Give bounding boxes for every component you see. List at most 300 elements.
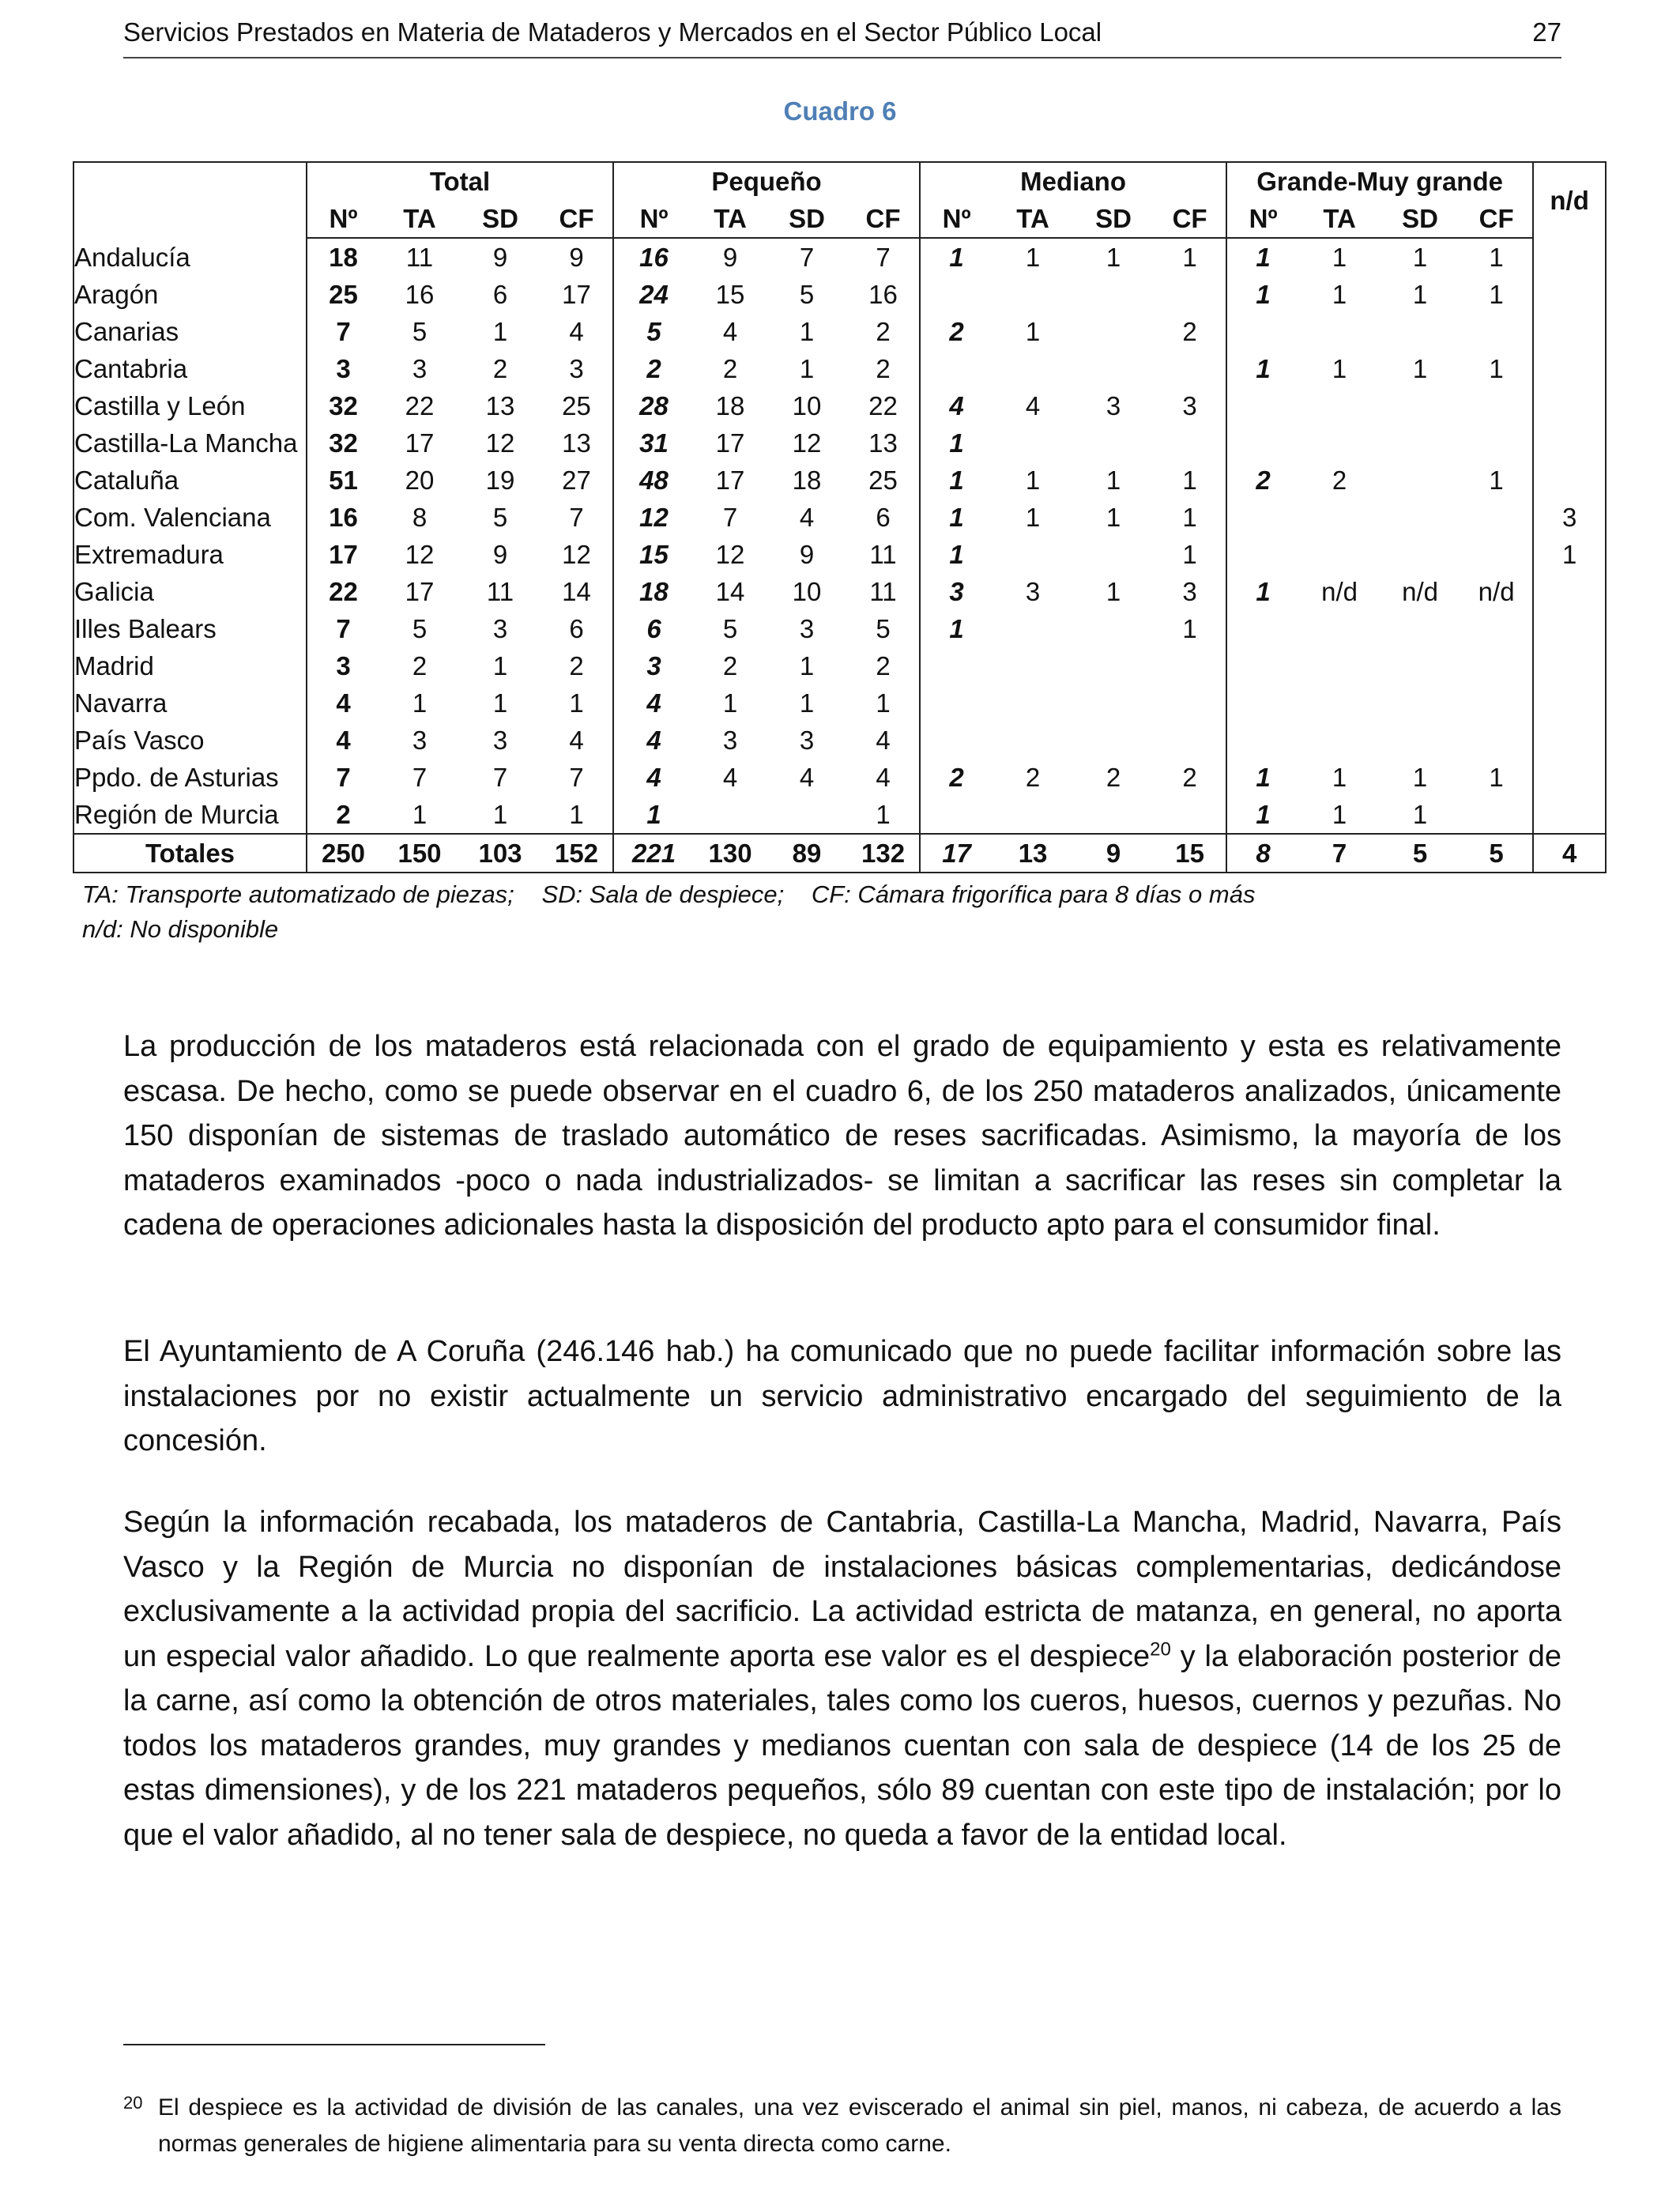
table-cell: 3 (307, 647, 379, 684)
table-cell (1460, 387, 1533, 424)
table-cell: 12 (715, 540, 745, 569)
table-cell: 15 (715, 280, 745, 309)
table-cell (1460, 424, 1533, 462)
group-header-pequeno: Pequeño (613, 162, 920, 200)
table-cell (1533, 647, 1606, 684)
table-cell (1154, 796, 1226, 834)
table-cell: 1 (920, 536, 993, 573)
table-cell: 9 (492, 540, 508, 569)
table-cell (1533, 238, 1606, 276)
table-cell: 9 (799, 540, 815, 569)
table-cell (993, 722, 1073, 759)
table-cell (1380, 647, 1460, 684)
table-cell: 7 (799, 243, 815, 272)
table-cell (920, 647, 993, 684)
region-label: Madrid (73, 647, 307, 684)
region-label: Castilla y León (73, 387, 307, 424)
table-row (73, 573, 1606, 610)
table-cell (1299, 424, 1380, 462)
table-cell: 3 (799, 614, 815, 643)
note-sd: SD: Sala de despiece; (541, 880, 785, 908)
subheader-cell: SD (1073, 200, 1154, 238)
table-cell: 16 (613, 238, 694, 276)
table-cell: 28 (613, 387, 694, 424)
table-cell: 3 (412, 354, 428, 383)
table-cell: 4 (722, 763, 738, 792)
page-number: 27 (1532, 17, 1561, 47)
table-cell: 1 (1226, 276, 1299, 313)
table-cell: 11 (486, 577, 514, 606)
table-cell (1533, 796, 1606, 834)
table-cell (1380, 722, 1460, 759)
table-cell: 2 (876, 354, 891, 383)
subheader-cell: CF (1154, 200, 1226, 238)
table-cell: 1 (492, 800, 508, 829)
group-header-total: Total (307, 162, 613, 200)
footnote (123, 2090, 1561, 2162)
table-cell: 1 (920, 610, 993, 647)
table-cell: 9 (492, 243, 508, 272)
table-cell: 3 (307, 350, 379, 387)
region-label: Región de Murcia (73, 796, 307, 834)
subheader-cell: CF (847, 200, 920, 238)
table-cell (1533, 462, 1606, 499)
table-cell: 6 (569, 614, 584, 643)
table-cell (1299, 313, 1380, 350)
table-cell (1380, 536, 1460, 573)
table-cell: 4 (1025, 391, 1041, 420)
table-cell (920, 684, 993, 722)
table-row (73, 238, 1606, 276)
table-cell: 1 (1489, 280, 1504, 309)
table-cell: 1 (1106, 577, 1121, 606)
table-body (73, 238, 1606, 873)
table-cell (1533, 276, 1606, 313)
table-cell: 11 (405, 243, 434, 272)
paragraph-3 (123, 1500, 1561, 1857)
table-cell: 17 (715, 428, 745, 458)
table-cell (1073, 313, 1154, 350)
table-cell: 25 (868, 466, 898, 495)
note-nd: n/d: No disponible (82, 915, 279, 943)
table-cell: 18 (307, 238, 379, 276)
table-cell: 24 (613, 276, 694, 313)
table-cell: 1 (1106, 466, 1121, 495)
region-label: Cataluña (73, 462, 307, 499)
table-cell (993, 424, 1073, 462)
table-cell: 18 (792, 466, 822, 495)
table-cell: 1 (1106, 243, 1121, 272)
table-cell: 1 (1332, 280, 1347, 309)
table-cell: 48 (613, 462, 694, 499)
table-cell (993, 647, 1073, 684)
table-cell: 7 (1299, 834, 1380, 873)
table-cell: 1 (1226, 573, 1299, 610)
table-cell: 10 (792, 391, 822, 420)
table-cell: 5 (1380, 834, 1460, 873)
table-cell: 2 (920, 313, 993, 350)
table-cell (1533, 387, 1606, 424)
table-cell: 8 (412, 503, 428, 532)
table-cell: 4 (799, 503, 815, 532)
table-cell: 3 (722, 726, 738, 755)
table-cell: 1 (876, 800, 891, 829)
table-cell: 17 (715, 466, 745, 495)
table-cell: 12 (562, 540, 591, 569)
table-cell (1226, 536, 1299, 573)
table-cell: 1 (492, 688, 508, 718)
table-cell: 2 (492, 354, 508, 383)
subheader-cell: SD (460, 200, 541, 238)
subheader-cell: CF (541, 200, 613, 238)
table-cell: 12 (485, 428, 515, 458)
table-cell: 4 (613, 684, 694, 722)
table-cell: 2 (920, 759, 993, 796)
table-cell: 1 (1489, 354, 1504, 383)
table-cell: 17 (405, 577, 435, 606)
table-cell (1154, 722, 1226, 759)
table-cell (1073, 684, 1154, 722)
table-cell: 1 (920, 424, 993, 462)
table-cell (1533, 573, 1606, 610)
table-cell: 27 (562, 466, 591, 495)
table-cell: 4 (876, 726, 891, 755)
subheader-cell: SD (1380, 200, 1460, 238)
table-cell (993, 684, 1073, 722)
table-cell (920, 350, 993, 387)
table-cell (1533, 350, 1606, 387)
table-cell (920, 722, 993, 759)
table-cell: 9 (569, 243, 584, 272)
table-cell (1073, 647, 1154, 684)
table-cell: 1 (1489, 243, 1504, 272)
group-header-grande: Grande-Muy grande (1226, 162, 1533, 200)
table-cell: 18 (715, 391, 745, 420)
table-cell (1460, 610, 1533, 647)
table-cell: 4 (920, 387, 993, 424)
table-cell (767, 796, 847, 834)
table-row (73, 424, 1606, 462)
subheader-cell: Nº (307, 200, 379, 238)
table-cell: 13 (562, 428, 591, 458)
table-cell: 1 (1332, 354, 1347, 383)
table-cell: 3 (920, 573, 993, 610)
table-cell: 1 (492, 651, 508, 680)
table-cell: 16 (405, 280, 435, 309)
table-cell: 17 (405, 428, 435, 458)
table-cell: 2 (1226, 462, 1299, 499)
table-cell (1226, 424, 1299, 462)
table-cell: 1 (569, 688, 584, 718)
table-cell: 250 (307, 834, 379, 873)
subheader-cell: Nº (613, 200, 694, 238)
table-cell: 16 (868, 280, 898, 309)
table-cell: 5 (1460, 834, 1533, 873)
table-cell: 1 (799, 354, 815, 383)
subheader-cell: Nº (1226, 200, 1299, 238)
table-cell (1226, 610, 1299, 647)
table-cell: 2 (307, 796, 379, 834)
subheader-cell: CF (1460, 200, 1533, 238)
table-cell: 1 (1533, 536, 1606, 573)
table-cell (993, 536, 1073, 573)
table-cell (1073, 722, 1154, 759)
table-cell: 15 (613, 536, 694, 573)
table-row (73, 796, 1606, 834)
table-cell (1380, 387, 1460, 424)
table-cell: 1 (613, 796, 694, 834)
table-cell: 132 (847, 834, 920, 873)
table-cell: 25 (307, 276, 379, 313)
table-cell: 1 (1226, 350, 1299, 387)
table-cell (1460, 796, 1533, 834)
table-cell: 12 (613, 499, 694, 536)
table-cell: 14 (715, 577, 745, 606)
table-cell: 1 (1489, 466, 1504, 495)
table-cell: 13 (485, 391, 515, 420)
table-cell: 5 (876, 614, 891, 643)
table-row (73, 610, 1606, 647)
table-cell: 1 (920, 499, 993, 536)
table-cell: 22 (405, 391, 435, 420)
table-cell: 2 (1025, 763, 1041, 792)
subheader-cell: TA (379, 200, 460, 238)
table-cell (1380, 684, 1460, 722)
table-cell: 51 (307, 462, 379, 499)
table-cell: 1 (412, 688, 428, 718)
table-cell (1226, 387, 1299, 424)
totals-label: Totales (73, 834, 307, 873)
table-cell: 150 (379, 834, 460, 873)
table-row (73, 387, 1606, 424)
table-cell: 1 (920, 238, 993, 276)
table-cell: 7 (412, 763, 428, 792)
table-cell: 5 (613, 313, 694, 350)
paragraph-3-part-a: Según la información recabada, los mataderos de Cantabria, Castilla-La Mancha, Madrid, Navarra, País Vasco y la Región de Murcia no disponían de instalaciones básicas complementarias, dedicándose exclusivamente a la actividad propia del sacrificio. La actividad estricta de matanza, en general, no aporta un especial valor añadido. Lo que realmente aporta ese valor es el despiece (123, 1506, 1561, 1673)
table-cell: 1 (799, 317, 815, 346)
table-cell (993, 276, 1073, 313)
table-cell: 17 (307, 536, 379, 573)
table-cell: 11 (869, 577, 897, 606)
table-cell: 16 (307, 499, 379, 536)
table-cell: 2 (722, 354, 738, 383)
table-cell: 1 (1412, 354, 1428, 383)
table-cell: 18 (613, 573, 694, 610)
table-cell: 7 (569, 503, 584, 532)
table-row (73, 499, 1606, 536)
table-cell: 1 (876, 688, 891, 718)
table-cell: 1 (799, 688, 815, 718)
table-caption: Cuadro 6 (783, 96, 897, 126)
table-cell (1380, 499, 1460, 536)
table-cell: 17 (562, 280, 591, 309)
table-cell (1154, 350, 1226, 387)
table-cell: 1 (1025, 466, 1041, 495)
table-cell (1533, 610, 1606, 647)
table-cell: 9 (722, 243, 738, 272)
table-cell (1299, 647, 1380, 684)
table-cell: 6 (876, 503, 891, 532)
table-cell (1460, 313, 1533, 350)
table-cell: 3 (569, 354, 584, 383)
region-label: Andalucía (73, 238, 307, 276)
table-cell: 221 (613, 834, 694, 873)
table-cell: 2 (1182, 763, 1197, 792)
subheader-cell: Nº (920, 200, 993, 238)
table-cell (1299, 387, 1380, 424)
table-cell: 1 (1226, 759, 1299, 796)
table-cell (920, 276, 993, 313)
table-row (73, 313, 1606, 350)
table-cell (1460, 647, 1533, 684)
table-cell: 1 (1226, 238, 1299, 276)
table-cell (1073, 536, 1154, 573)
region-label: Ppdo. de Asturias (73, 759, 307, 796)
table-cell: 2 (613, 350, 694, 387)
table-cell: 103 (460, 834, 541, 873)
subheader-cell: SD (767, 200, 847, 238)
table-cell: 4 (569, 317, 584, 346)
table-cell: 31 (613, 424, 694, 462)
table-cell: 152 (541, 834, 613, 873)
table-cell: 1 (1412, 280, 1428, 309)
table-cell: 1 (1332, 763, 1347, 792)
table-cell: 1 (722, 688, 738, 718)
table-row (73, 759, 1606, 796)
table-cell: 6 (492, 280, 508, 309)
header-title: Servicios Prestados en Materia de Mataderos y Mercados en el Sector Público Local (123, 17, 1102, 47)
table-cell (1226, 313, 1299, 350)
table-cell: 2 (1106, 763, 1121, 792)
table-cell: 3 (1533, 499, 1606, 536)
table-cell (1460, 536, 1533, 573)
region-label: Canarias (73, 313, 307, 350)
table-cell (1380, 462, 1460, 499)
table-cell: 1 (799, 651, 815, 680)
table-cell (694, 796, 767, 834)
table-cell (1073, 796, 1154, 834)
table-cell: 7 (492, 763, 508, 792)
region-header-cell (73, 162, 307, 238)
page-header (123, 14, 1561, 58)
table-cell: 2 (569, 651, 584, 680)
note-cf: CF: Cámara frigorífica para 8 días o más (811, 880, 1256, 908)
table-cell: 3 (1025, 577, 1041, 606)
region-label: Extremadura (73, 536, 307, 573)
table-cell (993, 350, 1073, 387)
table-cell: 32 (307, 387, 379, 424)
table-cell: 4 (613, 759, 694, 796)
table-cell: 1 (1025, 243, 1041, 272)
footnote-reference[interactable]: 20 (1150, 1638, 1171, 1660)
table-cell: 2 (876, 651, 891, 680)
table-cell (1226, 722, 1299, 759)
subheader-cell: TA (993, 200, 1073, 238)
region-label: País Vasco (73, 722, 307, 759)
table-cell: 9 (1073, 834, 1154, 873)
table-cell: 1 (1489, 763, 1504, 792)
table-cell: 1 (1332, 800, 1347, 829)
table-cell: 4 (569, 726, 584, 755)
table-cell: 2 (412, 651, 428, 680)
table-row (73, 647, 1606, 684)
table-cell (1299, 684, 1380, 722)
table-cell: 5 (412, 614, 428, 643)
table-cell (1226, 499, 1299, 536)
table-cell: 22 (307, 573, 379, 610)
table-cell: 7 (876, 243, 891, 272)
region-label: Navarra (73, 684, 307, 722)
table-cell: 11 (869, 540, 897, 569)
table-cell: 3 (412, 726, 428, 755)
table-cell: 1 (1025, 503, 1041, 532)
table-cell (1154, 684, 1226, 722)
table-cell: 4 (613, 722, 694, 759)
table-cell (1073, 610, 1154, 647)
table-cell (1073, 424, 1154, 462)
region-label: Cantabria (73, 350, 307, 387)
table-cell (1299, 499, 1380, 536)
table-cell: 5 (722, 614, 738, 643)
table-cell (1380, 424, 1460, 462)
table-cell: 32 (307, 424, 379, 462)
totals-row (73, 834, 1606, 873)
footnote-separator (123, 2044, 545, 2045)
table-cell: 1 (1412, 763, 1428, 792)
table-cell (1460, 499, 1533, 536)
table-cell: 2 (876, 317, 891, 346)
group-header-nd: n/d (1533, 162, 1606, 238)
table-cell: 3 (613, 647, 694, 684)
table-cell: 3 (492, 614, 508, 643)
table-cell: 4 (1533, 834, 1606, 873)
table-cell: 15 (1154, 834, 1226, 873)
region-label: Com. Valenciana (73, 499, 307, 536)
table-cell (1533, 424, 1606, 462)
table-cell: 1 (492, 317, 508, 346)
table-cell: 2 (1182, 317, 1197, 346)
table-cell: 20 (405, 466, 435, 495)
table-cell: 19 (485, 466, 515, 495)
table-cell: n/d (1478, 577, 1515, 606)
table-cell (1299, 722, 1380, 759)
table-cell (993, 796, 1073, 834)
table-row (73, 350, 1606, 387)
table-cell: 1 (1412, 243, 1428, 272)
table-cell: 1 (1182, 540, 1197, 569)
table-cell: 7 (307, 313, 379, 350)
table-cell (1073, 350, 1154, 387)
table-cell: 3 (799, 726, 815, 755)
table-cell: 6 (613, 610, 694, 647)
paragraph-2: El Ayuntamiento de A Coruña (246.146 hab.) ha comunicado que no puede facilitar información sobre las instalaciones por no existir actualmente un servicio administrativo encargado del seguimiento de la concesión. (123, 1335, 1561, 1457)
table-cell: 7 (307, 759, 379, 796)
table-row (73, 722, 1606, 759)
footnote-text: El despiece es la actividad de división de las canales, una vez eviscerado el animal sin piel, manos, ni cabeza, de acuerdo a las normas generales de higiene alimentaria para su venta directa como carne. (158, 2094, 1561, 2157)
slaughterhouse-equipment-table (73, 161, 1607, 873)
table-notes (82, 877, 1275, 947)
table-cell (1299, 536, 1380, 573)
table-cell: 1 (920, 462, 993, 499)
table-cell (1380, 313, 1460, 350)
table-cell: 1 (1106, 503, 1121, 532)
table-cell: 7 (722, 503, 738, 532)
table-cell: 5 (412, 317, 428, 346)
table-cell: n/d (1402, 577, 1439, 606)
table-cell (1226, 684, 1299, 722)
table-cell: 25 (562, 391, 591, 420)
table-cell: 1 (1182, 614, 1197, 643)
